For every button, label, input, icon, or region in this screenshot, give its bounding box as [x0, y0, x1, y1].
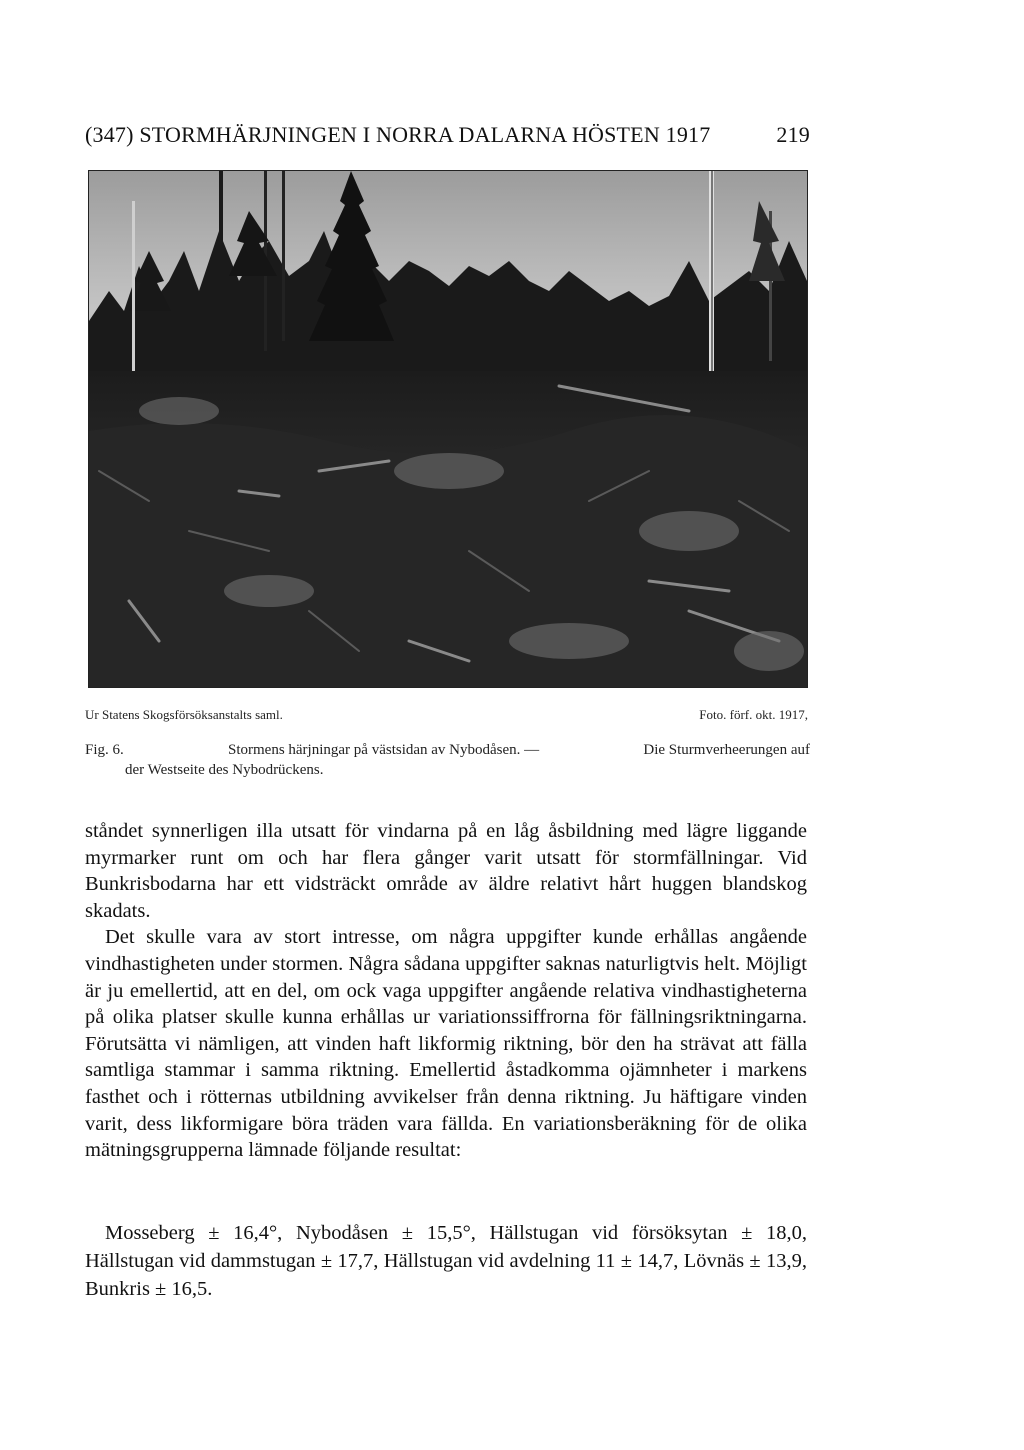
page-number: 219 — [776, 122, 810, 147]
photo-credit-source: Ur Statens Skogsförsöksanstalts saml. — [85, 707, 283, 722]
photo-credit-photographer: Foto. förf. okt. 1917, — [699, 707, 808, 722]
caption-label: Fig. 6. — [85, 742, 124, 758]
body-text — [85, 818, 807, 1164]
paragraph-2: Det skulle vara av stort intresse, om några uppgifter kunde erhållas angående vindhastigheten under stormen. Några sådana uppgifter saknas naturligtvis helt. Möjligt är ju emellertid, att en del, om ock vaga uppgifter angående relativa vindhastigheterna på olika platser skulle kunna erhållas ur variationssiffrorna för fällningsriktningarna. Förutsätta vi nämligen, att vinden haft likformig riktning, bör den ha strävat att fälla samtliga stammar i samma riktning. Emellertid åstadkomma ojämnheter i markens fasthet och i rötternas utbildning avvikelser från denna riktning. Ju häftigare vinden varit, dess likformigare böra träden vara fällda. En variationsberäkning för de olika mätningsgrupperna lämnade följande resultat: — [85, 926, 807, 1162]
forest-photograph — [88, 170, 808, 688]
running-head — [85, 122, 810, 152]
figure-caption — [85, 740, 810, 780]
caption-line-1 — [85, 740, 810, 760]
caption-german-part2: der Westseite des Nybodrückens. — [125, 762, 324, 778]
running-title: (347) STORMHÄRJNINGEN I NORRA DALARNA HÖSTEN 1917 — [85, 122, 711, 147]
caption-german-part1: Die Sturmverheerungen auf — [643, 742, 810, 758]
paragraph-1: ståndet synnerligen illa utsatt för vindarna på en låg åsbildning med lägre liggande myrmarker runt om och har flera gånger varit utsatt för stormfällningar. Vid Bunkrisbodarna har ett vidsträckt område av äldre relativt hårt huggen blandskog skadats. — [85, 820, 807, 922]
storm-damaged-forest-image — [89, 171, 807, 687]
variation-results — [85, 1219, 807, 1303]
caption-swedish: Stormens härjningar på västsidan av Nybodåsen. — — [227, 742, 540, 758]
results-paragraph: Mosseberg ± 16,4°, Nybodåsen ± 15,5°, Hällstugan vid försöksytan ± 18,0, Hällstugan vid dammstugan ± 17,7, Hällstugan vid avdelning 11 ± 14,7, Lövnäs ± 13,9, Bunkris ± 16,5. — [85, 1222, 807, 1300]
